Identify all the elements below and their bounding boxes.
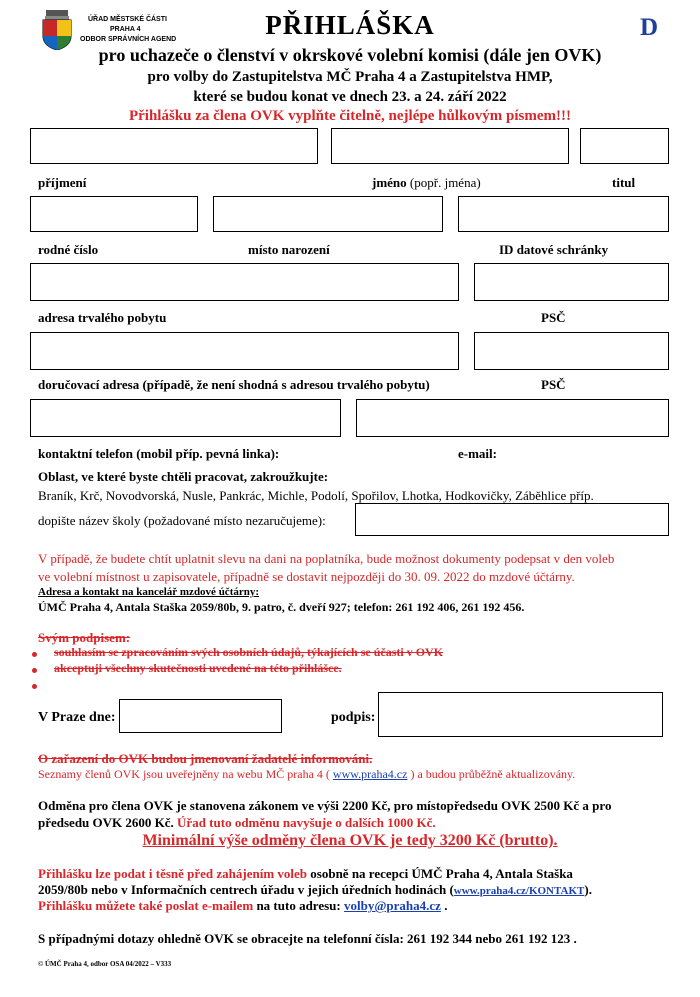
birth-place-field[interactable] bbox=[213, 196, 443, 232]
page-title: PŘIHLÁŠKA bbox=[265, 10, 435, 40]
address-field[interactable] bbox=[30, 263, 459, 301]
consent-item-2: akceptuji všechny skutečnosti uvedené na této přihlášce. bbox=[54, 661, 342, 675]
title-field[interactable] bbox=[580, 128, 669, 164]
birth-place-label: místo narození bbox=[248, 242, 330, 257]
school-label: dopište název školy (požadované místo nezaručujeme): bbox=[38, 513, 326, 528]
praha4-link[interactable]: www.praha4.cz bbox=[332, 767, 408, 781]
psc-field-2[interactable] bbox=[474, 332, 669, 370]
footer-code: © ÚMČ Praha 4, odbor OSA 04/2022 – V333 bbox=[38, 960, 172, 968]
bullet-3 bbox=[32, 684, 37, 689]
reward-increase: Úřad tuto odměnu navyšuje o dalších 1000 Kč. bbox=[177, 815, 436, 830]
office-line-1: ÚŘAD MĚSTSKÉ ČÁSTI bbox=[88, 16, 167, 23]
form-letter: D bbox=[640, 14, 659, 41]
phone-label: kontaktní telefon (mobil příp. pevná linka): bbox=[38, 446, 280, 461]
data-box-field[interactable] bbox=[458, 196, 669, 232]
notify-text: O zařazení do OVK budou jmenovaní žadatelé informováni. bbox=[38, 751, 373, 766]
date-field[interactable] bbox=[119, 699, 282, 733]
signature-field[interactable] bbox=[378, 692, 663, 737]
title-label: titul bbox=[612, 175, 636, 190]
surname-label: příjmení bbox=[38, 175, 87, 190]
area-options: Braník, Krč, Novodvorská, Nusle, Pankrác, Michle, Podolí, Spořilov, Lhotka, Hodkovičky, Záběhlice příp. bbox=[38, 488, 594, 503]
submit-line-3: Přihlášku můžete také poslat e-mailem na tuto adresu: volby@praha4.cz . bbox=[38, 898, 448, 913]
bullet-1 bbox=[32, 652, 37, 657]
phone-field[interactable] bbox=[30, 399, 341, 437]
election-line: pro volby do Zastupitelstva MČ Praha 4 a Zastupitelstva HMP, bbox=[147, 69, 553, 85]
consent-item-1: souhlasím se zpracováním svých osobních údajů, týkajících se účasti v OVK bbox=[54, 645, 444, 659]
consent-heading: Svým podpisem: bbox=[38, 630, 131, 645]
tax-line-2: ve volební místnost u zapisovatele, případně se dostavit nejpozději do 30. 09. 2022 do mzdové účtárny. bbox=[38, 569, 575, 584]
payroll-address: ÚMČ Praha 4, Antala Staška 2059/80b, 9. patro, č. dveří 927; telefon: 261 192 406, 261 192 456. bbox=[38, 600, 525, 614]
fill-instruction: Přihlášku za člena OVK vyplňte čitelně, nejlépe hůlkovým písmem!!! bbox=[128, 108, 572, 124]
place-date-label: V Praze dne: bbox=[38, 710, 116, 725]
lists-text: Seznamy členů OVK jsou uveřejněny na webu MČ praha 4 ( www.praha4.cz ) a budou průběžně aktualizovány. bbox=[38, 767, 576, 781]
psc-label-2: PSČ bbox=[541, 377, 566, 392]
psc-field-1[interactable] bbox=[474, 263, 669, 301]
name-field[interactable] bbox=[331, 128, 569, 164]
reward-minimum: Minimální výše odměny člena OVK je tedy 3200 Kč (brutto). bbox=[142, 832, 558, 849]
delivery-address-label: doručovací adresa (případě, že není shodná s adresou trvalého pobytu) bbox=[38, 377, 430, 392]
date-line: které se budou konat ve dnech 23. a 24. září 2022 bbox=[193, 89, 507, 105]
bullet-2 bbox=[32, 668, 37, 673]
subtitle: pro uchazeče o členství v okrskové volební komisi (dále jen OVK) bbox=[98, 45, 602, 65]
email-label: e-mail: bbox=[458, 446, 497, 461]
area-heading: Oblast, ve které byste chtěli pracovat, zakroužkujte: bbox=[38, 469, 329, 484]
reward-line-2: předsedu OVK 2600 Kč. Úřad tuto odměnu navyšuje o dalších 1000 Kč. bbox=[38, 815, 436, 830]
submit-line-2: 2059/80b nebo v Informačních centrech úřadu v jejich úředních hodinách (www.praha4.cz/KONTAKT). bbox=[38, 882, 592, 897]
school-field[interactable] bbox=[355, 503, 669, 536]
office-line-3: ODBOR SPRÁVNÍCH AGEND bbox=[80, 36, 177, 43]
birth-number-field[interactable] bbox=[30, 196, 198, 232]
name-label: jméno (popř. jména) bbox=[372, 175, 481, 190]
tax-line-1: V případě, že budete chtít uplatnit slevu na dani na poplatníka, bude možnost dokumenty podepsat v den voleb bbox=[38, 551, 615, 566]
signature-label: podpis: bbox=[331, 710, 376, 725]
psc-label-1: PSČ bbox=[541, 310, 566, 325]
email-link[interactable]: volby@praha4.cz bbox=[343, 898, 441, 913]
email-field[interactable] bbox=[356, 399, 669, 437]
contact-text: S případnými dotazy ohledně OVK se obracejte na telefonní čísla: 261 192 344 nebo 261 192 123 . bbox=[38, 931, 577, 946]
birth-number-label: rodné číslo bbox=[38, 242, 99, 257]
name-note: (popř. jména) bbox=[409, 175, 481, 190]
payroll-heading: Adresa a kontakt na kancelář mzdové účtárny: bbox=[38, 586, 260, 598]
delivery-address-field[interactable] bbox=[30, 332, 459, 370]
office-line-2: PRAHA 4 bbox=[110, 26, 141, 33]
data-box-label: ID datové schránky bbox=[499, 242, 609, 257]
reward-line-1: Odměna pro člena OVK je stanovena zákonem ve výši 2200 Kč, pro místopředsedu OVK 2500 Kč a pro bbox=[38, 798, 612, 813]
submit-line-1: Přihlášku lze podat i těsně před zahájením voleb osobně na recepci ÚMČ Praha 4, Antala Staška bbox=[38, 866, 573, 881]
surname-field[interactable] bbox=[30, 128, 318, 164]
kontakt-link[interactable]: www.praha4.cz/KONTAKT bbox=[453, 885, 585, 897]
address-label: adresa trvalého pobytu bbox=[38, 310, 167, 325]
